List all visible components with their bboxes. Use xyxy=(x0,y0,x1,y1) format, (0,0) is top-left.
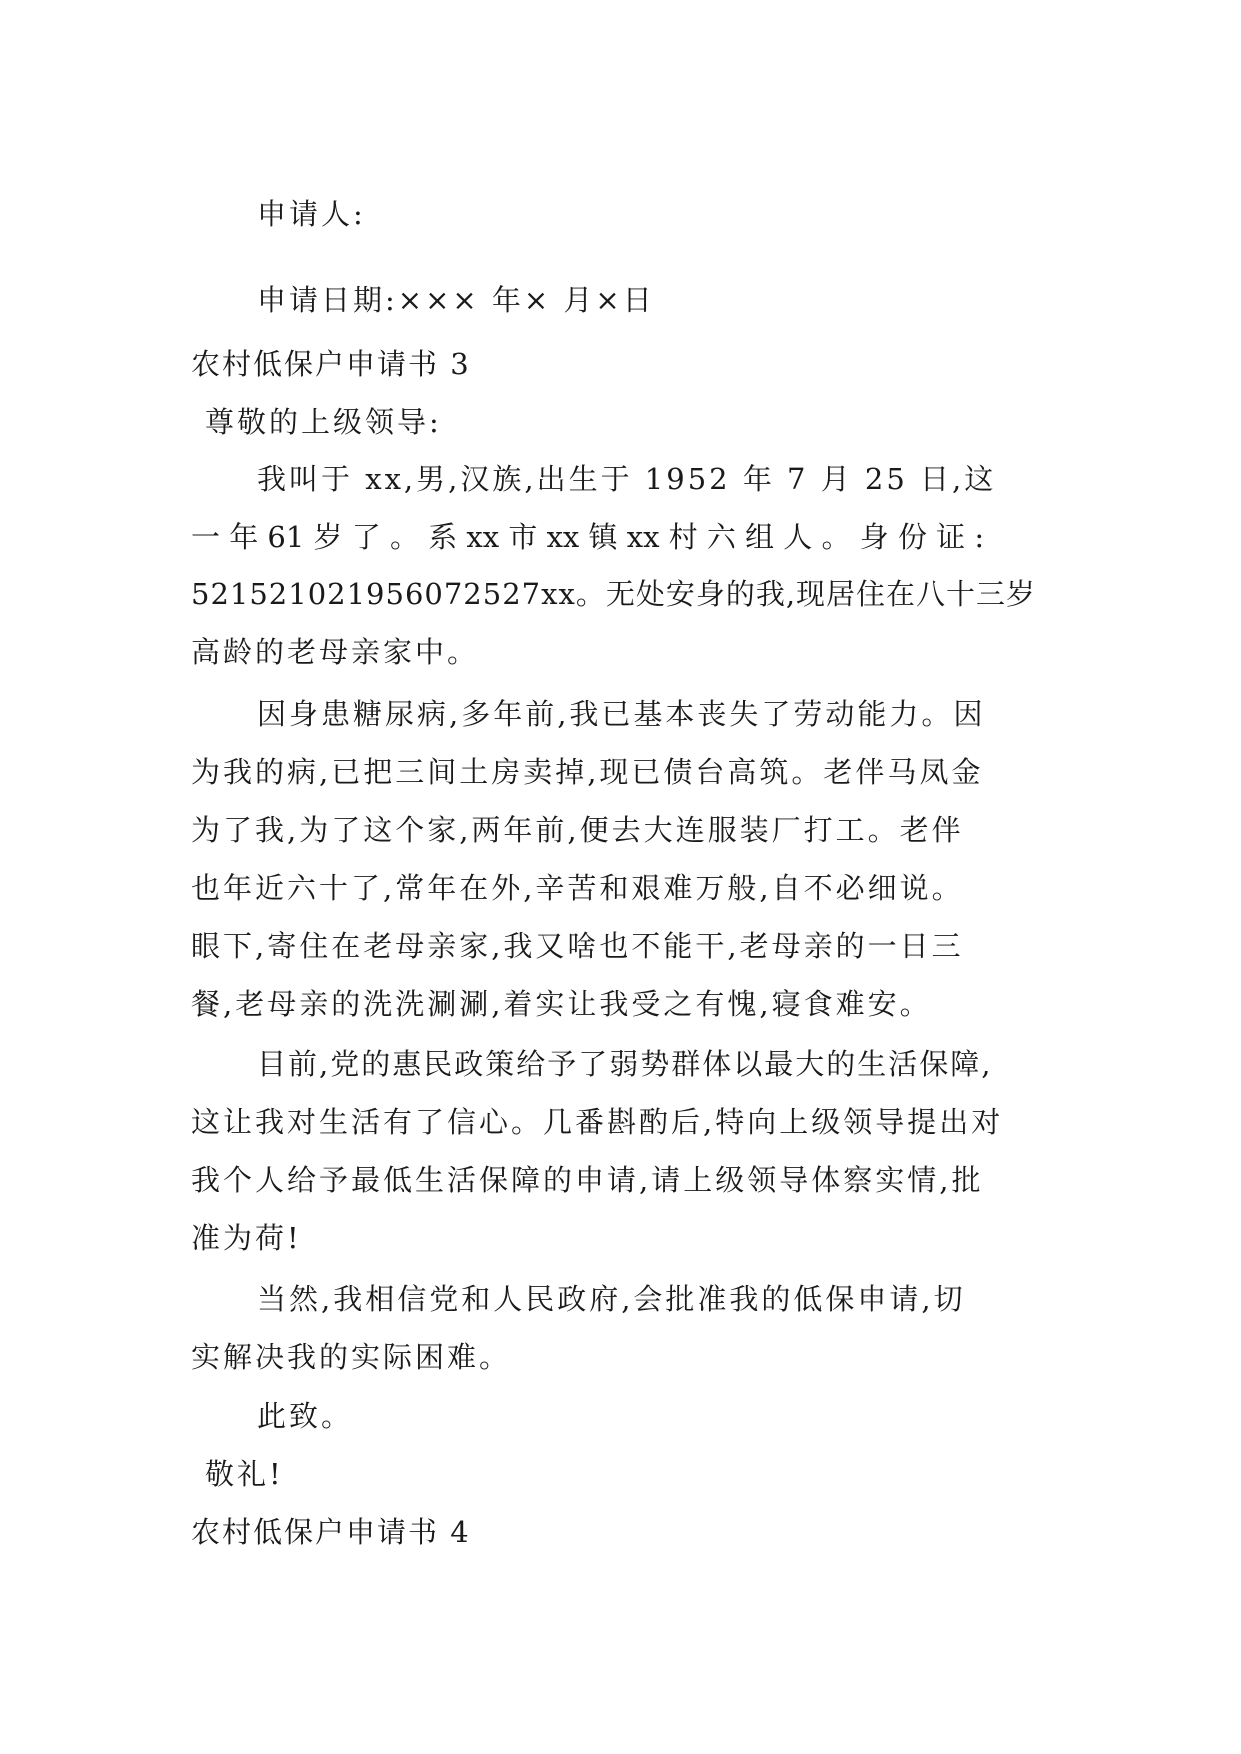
paragraph-1-line-2: 一 年 61 岁 了 。 系 xx 市 xx 镇 xx 村 六 组 人 。 身 份 证 : xyxy=(191,520,985,554)
closing-phrase: 此致。 xyxy=(257,1399,354,1433)
paragraph-3-line-3: 我个人给予最低生活保障的申请,请上级领导体察实情,批 xyxy=(191,1163,984,1197)
paragraph-4-line-2: 实解决我的实际困难。 xyxy=(191,1340,512,1374)
paragraph-2-line-2: 为我的病,已把三间土房卖掉,现已债台高筑。老伴马凤金 xyxy=(191,755,984,789)
paragraph-3-line-1: 目前,党的惠民政策给予了弱势群体以最大的生活保障, xyxy=(257,1047,993,1081)
applicant-label: 申请人: xyxy=(257,197,366,231)
section-4-title: 农村低保户申请书 4 xyxy=(191,1515,471,1549)
paragraph-3-line-2: 这让我对生活有了信心。几番斟酌后,特向上级领导提出对 xyxy=(191,1105,1004,1139)
paragraph-2-line-1: 因身患糖尿病,多年前,我已基本丧失了劳动能力。因 xyxy=(257,697,986,731)
paragraph-4-line-1: 当然,我相信党和人民政府,会批准我的低保申请,切 xyxy=(257,1282,966,1316)
paragraph-2-line-3: 为了我,为了这个家,两年前,便去大连服装厂打工。老伴 xyxy=(191,813,964,847)
paragraph-1-line-3: 521521021956072527xx。无处安身的我,现居住在八十三岁 xyxy=(191,577,1037,611)
paragraph-2-line-5: 眼下,寄住在老母亲家,我又啥也不能干,老母亲的一日三 xyxy=(191,929,964,963)
paragraph-3-line-4: 准为荷! xyxy=(191,1221,302,1255)
paragraph-1-line-4: 高龄的老母亲家中。 xyxy=(191,635,480,669)
paragraph-1-line-1: 我叫于 xx,男,汉族,出生于 1952 年 7 月 25 日,这 xyxy=(257,462,997,496)
closing-salute: 敬礼! xyxy=(205,1457,284,1491)
paragraph-2-line-4: 也年近六十了,常年在外,辛苦和艰难万般,自不必细说。 xyxy=(191,871,964,905)
section-3-title: 农村低保户申请书 3 xyxy=(191,347,471,381)
paragraph-2-line-6: 餐,老母亲的洗洗涮涮,着实让我受之有愧,寝食难安。 xyxy=(191,987,932,1021)
salutation: 尊敬的上级领导: xyxy=(205,405,442,439)
application-date: 申请日期:××× 年× 月×日 xyxy=(257,283,655,317)
